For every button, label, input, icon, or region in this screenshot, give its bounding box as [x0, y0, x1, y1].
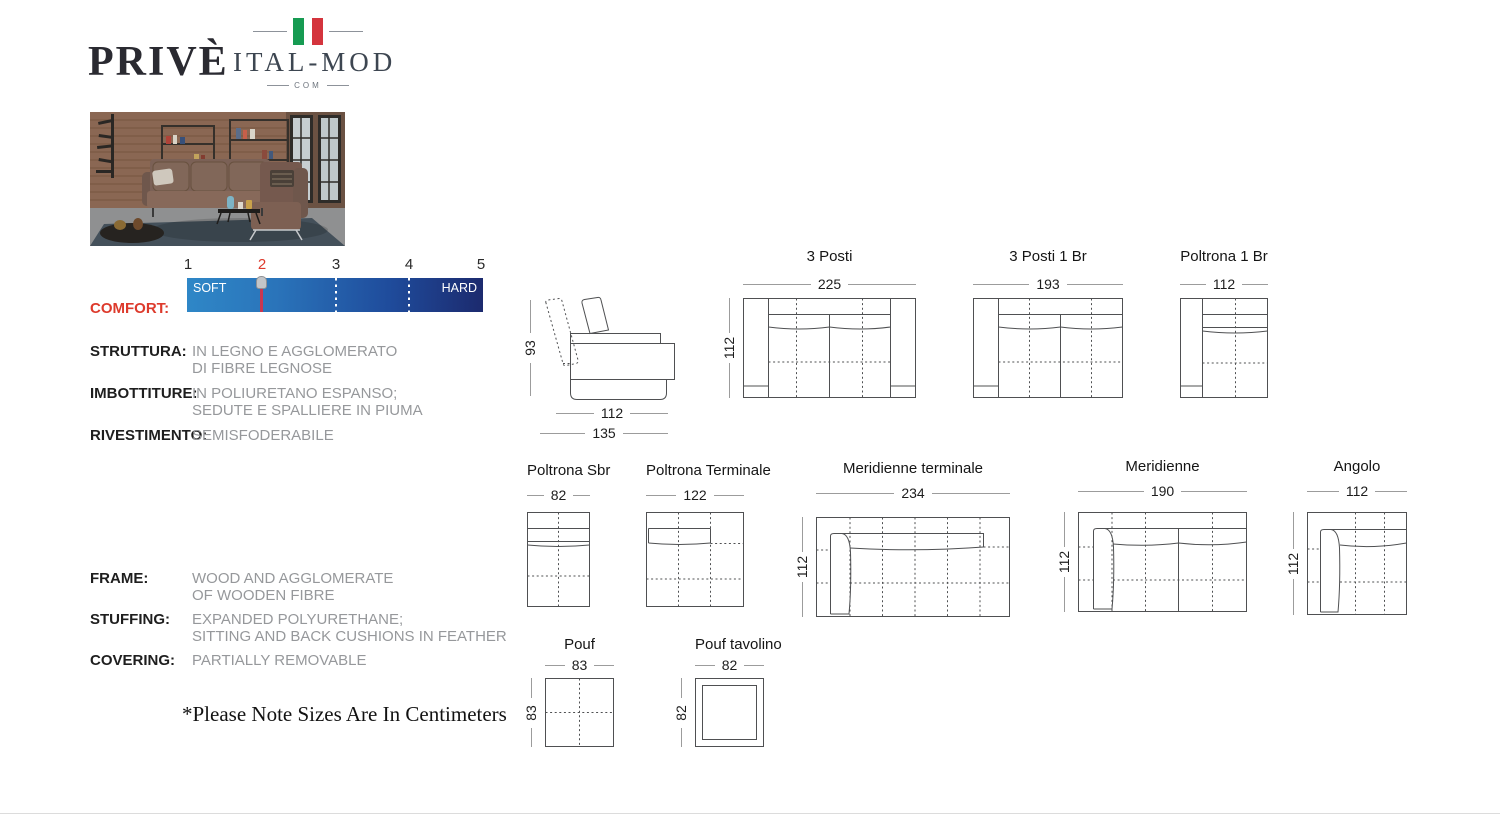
sizes-note: *Please Note Sizes Are In Centimeters [182, 702, 507, 726]
diagram-poltrona-sbr [527, 512, 590, 607]
module-pouf-tavolino [672, 636, 782, 747]
module-poltrona-terminale [646, 462, 771, 607]
soft-label: SOFT [193, 281, 227, 295]
dim-side-depth1: 112 [556, 404, 668, 422]
comfort-scale-numbers [183, 256, 486, 275]
scale-number-5: 5 [476, 256, 486, 273]
product-title: PRIVÈ [88, 39, 229, 85]
diagram-side-view [533, 289, 683, 407]
module-title: 3 Posti 1 Br [1009, 248, 1087, 265]
company-logo-text: ITAL-MOD [233, 47, 397, 77]
module-title: Poltrona Sbr [527, 462, 611, 479]
diagram-pouf-tavolino [695, 678, 764, 747]
dim-depth: 112 [1056, 512, 1072, 612]
spec-row-struttura [90, 343, 510, 377]
module-title: Pouf tavolino [695, 636, 782, 653]
spec-value: PARTIALLY REMOVABLE [192, 652, 367, 669]
module-poltrona-sbr [527, 462, 611, 607]
scale-divider-3 [335, 278, 337, 312]
diagram-meridienne-terminale [816, 517, 1010, 617]
dim-depth: 112 [1285, 512, 1301, 615]
spec-row-stuffing [90, 611, 510, 645]
module-title: 3 Posti [806, 248, 853, 265]
spec-label: STUFFING: [90, 611, 170, 628]
module-3-posti-1br [973, 248, 1123, 398]
module-title: Meridienne terminale [842, 460, 984, 477]
module-title: Angolo [1333, 458, 1381, 475]
comfort-marker-pin [256, 276, 267, 289]
company-logo-sub: COM [294, 81, 322, 90]
module-meridienne-terminale [794, 460, 1010, 617]
module-poltrona-1br [1180, 248, 1268, 398]
module-title: Meridienne [1125, 458, 1200, 475]
diagram-meridienne [1078, 512, 1247, 612]
dim-width: 112 [1180, 275, 1268, 293]
scale-number-3: 3 [331, 256, 341, 273]
dim-depth: 83 [523, 678, 539, 747]
spec-label: IMBOTTITURE: [90, 385, 198, 402]
module-angolo [1285, 458, 1407, 615]
scale-number-4: 4 [404, 256, 414, 273]
comfort-gradient-bar [187, 278, 483, 312]
module-title: Poltrona Terminale [646, 462, 771, 479]
spec-row-imbottiture [90, 385, 510, 419]
module-meridienne [1056, 458, 1247, 612]
spec-row-frame [90, 570, 510, 604]
spec-label: RIVESTIMENTO: [90, 427, 208, 444]
diagram-poltrona-terminale [646, 512, 744, 607]
sofa-photo [90, 112, 345, 246]
dim-width: 122 [646, 486, 744, 504]
scale-number-2-selected: 2 [257, 256, 267, 273]
dim-side-height: 93 [522, 300, 538, 396]
dim-width: 83 [545, 656, 614, 674]
spec-value: EXPANDED POLYURETHANE; [192, 611, 404, 628]
dim-side-depth2: 135 [540, 424, 668, 442]
comfort-label: COMFORT: [90, 300, 170, 317]
dim-width: 190 [1078, 482, 1247, 500]
module-pouf [523, 636, 614, 747]
dim-width: 193 [973, 275, 1123, 293]
spec-value: IN LEGNO E AGGLOMERATO [192, 343, 398, 360]
diagram-poltrona-1br [1180, 298, 1268, 398]
dim-depth: 112 [794, 517, 810, 617]
spec-label: FRAME: [90, 570, 149, 587]
dim-width: 234 [816, 484, 1010, 502]
diagram-3-posti [743, 298, 916, 398]
spec-row-covering [90, 652, 510, 669]
italian-flag-icon [233, 16, 383, 46]
dim-width: 112 [1307, 482, 1407, 500]
spec-value: SITTING AND BACK CUSHIONS IN FEATHER [192, 628, 507, 645]
comfort-scale [183, 256, 486, 312]
spec-value: OF WOODEN FIBRE [192, 587, 335, 604]
company-logo [233, 16, 397, 90]
spec-value: DI FIBRE LEGNOSE [192, 360, 333, 377]
diagram-angolo [1307, 512, 1407, 615]
dim-depth: 112 [721, 298, 737, 398]
dim-width: 225 [743, 275, 916, 293]
diagram-3-posti-1br [973, 298, 1123, 398]
spec-value: IN POLIURETANO ESPANSO; [192, 385, 398, 402]
spec-label: COVERING: [90, 652, 176, 669]
spec-value: SEMISFODERABILE [192, 427, 334, 444]
specs-italian [90, 343, 510, 452]
scale-divider-4 [408, 278, 410, 312]
hard-label: HARD [441, 281, 477, 295]
scale-number-1: 1 [183, 256, 193, 273]
module-title: Pouf [564, 636, 595, 653]
spec-label: STRUTTURA: [90, 343, 187, 360]
module-title: Poltrona 1 Br [1180, 248, 1268, 265]
specs-english [90, 570, 510, 676]
module-3-posti [721, 248, 916, 398]
spec-value: SEDUTE E SPALLIERE IN PIUMA [192, 402, 423, 419]
dim-width: 82 [695, 656, 764, 674]
dim-depth: 82 [673, 678, 689, 747]
diagram-pouf [545, 678, 614, 747]
spec-value: WOOD AND AGGLOMERATE [192, 570, 394, 587]
dim-width: 82 [527, 486, 590, 504]
spec-row-rivestimento [90, 427, 510, 444]
